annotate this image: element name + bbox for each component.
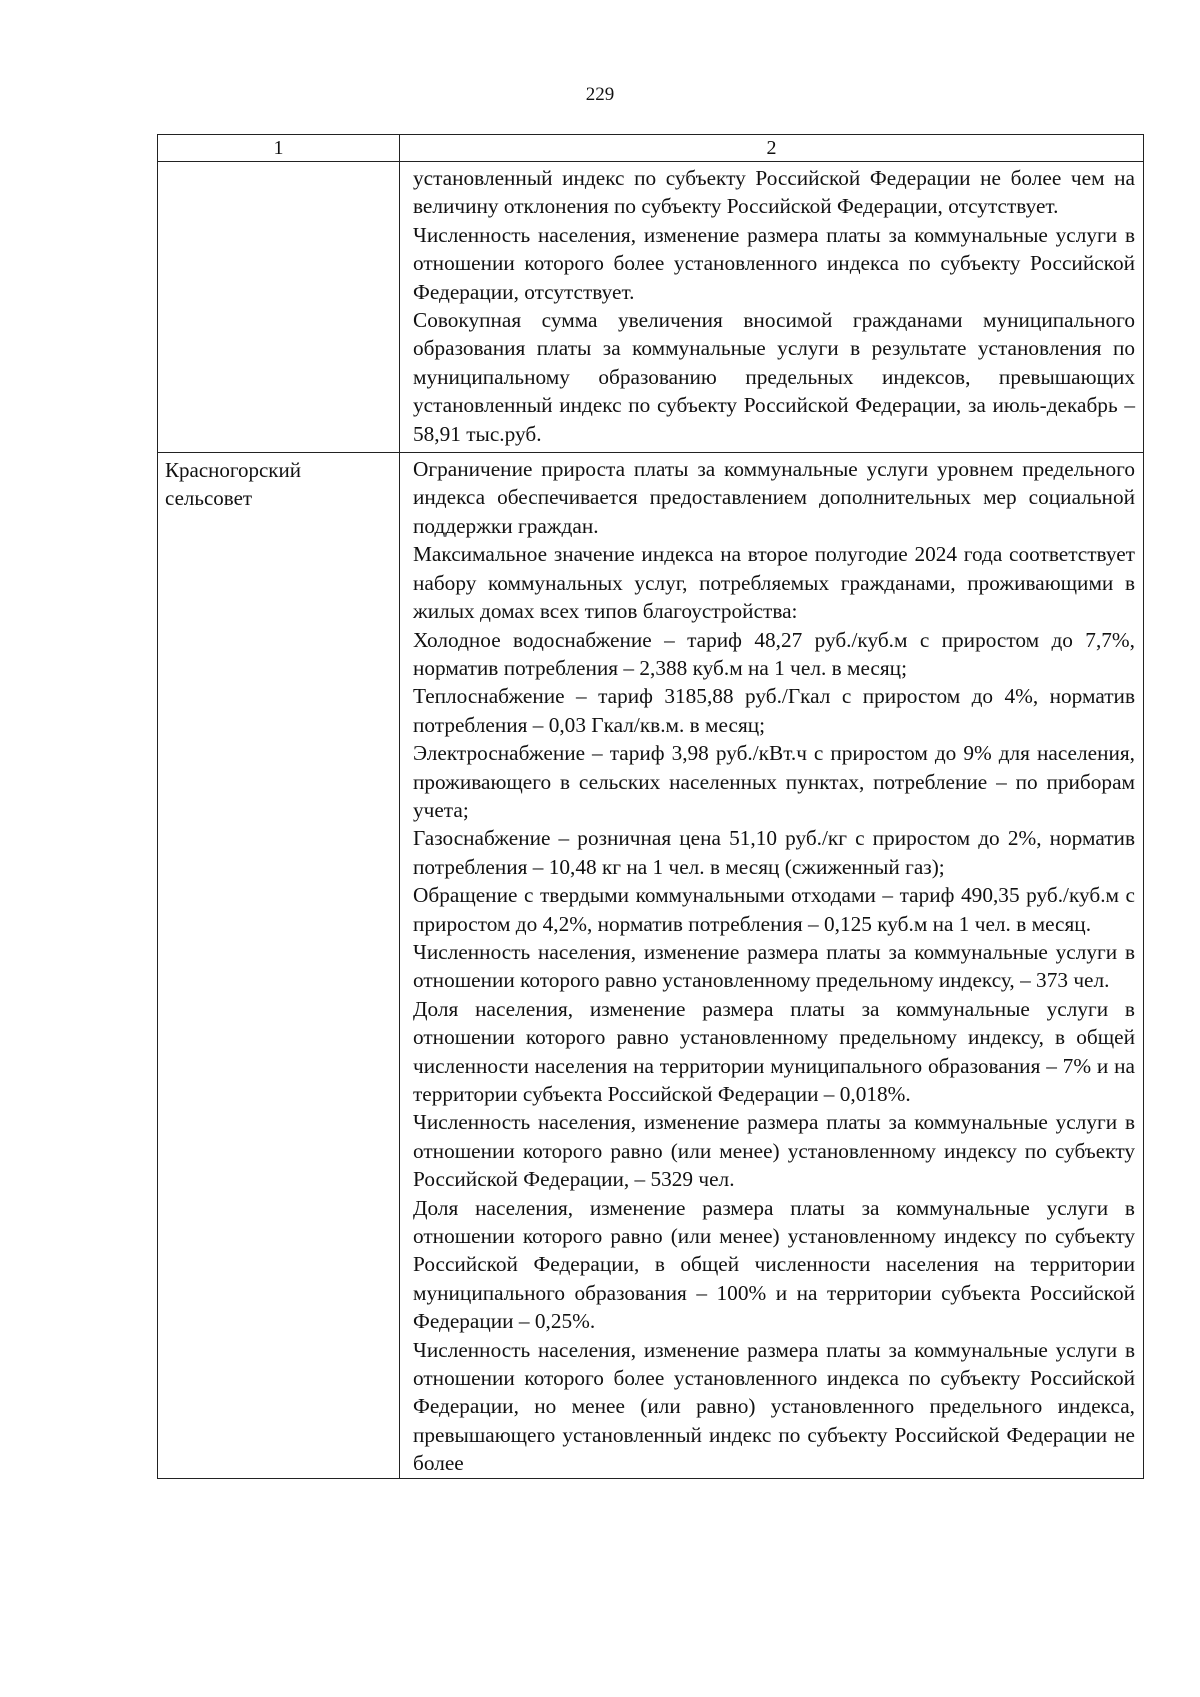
paragraph: Электроснабжение – тариф 3,98 руб./кВт.ч с приростом до 9% для населения, проживающего в сельских населенных пунктах, потребление – по приборам учета; [413, 741, 1135, 822]
paragraph: Численность населения, изменение размера платы за коммунальные услуги в отношении которого равно установленному предельному индексу, – 373 чел. [413, 939, 1135, 993]
paragraph: Совокупная сумма увеличения вносимой гражданами муниципального образования платы за коммунальные услуги в результате установления по муниципальному образованию предельных индексов, превышающих установленный индекс по субъекту Российской Федерации, за июль-декабрь – 58,91 тыс.руб. [413, 308, 1135, 446]
paragraph: Доля населения, изменение размера платы за коммунальные услуги в отношении которого равно установленному предельному индексу, в общей численности населения на территории муниципального образования – 7% и на территории субъекта Российской Федерации – 0,018%. [413, 996, 1135, 1106]
paragraph: Максимальное значение индекса на второе полугодие 2024 года соответствует набору коммунальных услуг, потребляемых гражданами, проживающими в жилых домах всех типов благоустройства: [413, 542, 1135, 624]
municipality-cell [158, 453, 400, 1479]
table-row-krasnogorsky [158, 453, 1144, 1479]
paragraph: Ограничение прироста платы за коммунальные услуги уровнем предельного индекса обеспечивается предоставлением дополнительных мер социальной поддержки граждан. [413, 457, 1135, 538]
paragraph: Доля населения, изменение размера платы за коммунальные услуги в отношении которого равно (или менее) установленному индексу по субъекту Российской Федерации, в общей численности населения на территории муниципального образования – 100% и на территории субъекта Российской Федерации – 0,25%. [413, 1195, 1135, 1334]
paragraph: Теплоснабжение – тариф 3185,88 руб./Гкал с приростом до 4%, норматив потребления – 0,03 Гкал/кв.м. в месяц; [413, 684, 1135, 737]
paragraph: Холодное водоснабжение – тариф 48,27 руб./куб.м с приростом до 7,7%, норматив потребления – 2,388 куб.м на 1 чел. в месяц; [413, 627, 1135, 680]
continued-col-1 [158, 162, 400, 453]
paragraph: установленный индекс по субъекту Российской Федерации не более чем на величину отклонения по субъекту Российской Федерации, отсутствует. [413, 166, 1135, 219]
municipality-name: Красногорский сельсовет [165, 458, 301, 511]
paragraph: Численность населения, изменение размера платы за коммунальные услуги в отношении которого более установленного индекса по субъекту Российской Федерации, но менее (или равно) установленного предельного индекса, превышающего установленный индекс по субъекту Российской Федерации не более [413, 1337, 1135, 1476]
header-col-1: 1 [158, 135, 400, 162]
header-col-2: 2 [400, 135, 1144, 162]
paragraph: Численность населения, изменение размера платы за коммунальные услуги в отношении которого более установленного индекса по субъекту Российской Федерации, отсутствует. [413, 222, 1135, 304]
table-header-row [158, 135, 1144, 162]
paragraph: Обращение с твердыми коммунальными отходами – тариф 490,35 руб./куб.м с приростом до 4,2%, норматив потребления – 0,125 куб.м на 1 чел. в месяц. [413, 883, 1135, 936]
page-number: 229 [585, 84, 615, 105]
description-cell [400, 453, 1144, 1479]
municipal-index-table [157, 134, 1144, 1479]
continued-col-2 [400, 162, 1144, 453]
paragraph: Газоснабжение – розничная цена 51,10 руб./кг с приростом до 2%, норматив потребления – 10,48 кг на 1 чел. в месяц (сжиженный газ); [413, 826, 1135, 879]
table-row-continued [158, 162, 1144, 453]
paragraph: Численность населения, изменение размера платы за коммунальные услуги в отношении которого равно (или менее) установленному индексу по субъекту Российской Федерации, – 5329 чел. [413, 1110, 1135, 1192]
